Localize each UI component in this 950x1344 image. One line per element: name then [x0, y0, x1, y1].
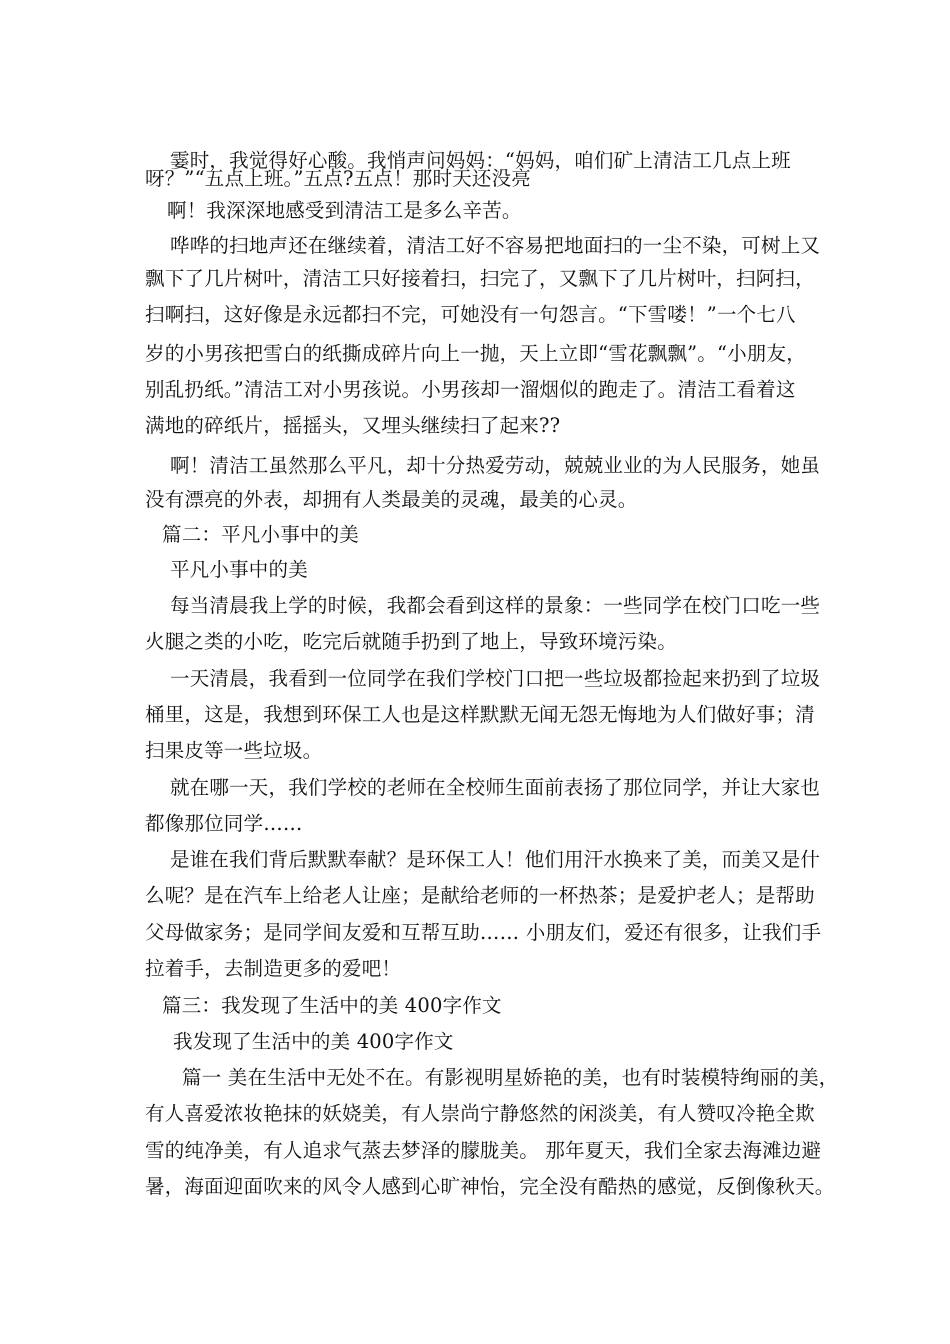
- text-line-15: 火腿之类的小吃，吃完后就随手扔到了地上，导致环境污染。: [145, 630, 677, 653]
- text-line-4: 哗哗的扫地声还在继续着，清洁工好不容易把地面扫的一尘不染，可树上又: [170, 234, 821, 257]
- text-line-22: 么呢？是在汽车上给老人让座；是献给老师的一杯热茶；是爱护老人；是帮助: [145, 884, 815, 907]
- text-line-10: 啊！清洁工虽然那么平凡，却十分热爱劳动，兢兢业业的为人民服务，她虽: [170, 454, 821, 477]
- section-heading-2: 篇二：平凡小事中的美: [162, 523, 360, 546]
- text-line-23: 父母做家务；是同学间友爱和互帮互助…… 小朋友们，爱还有很多，让我们手: [145, 921, 822, 944]
- text-line-18: 扫果皮等一些垃圾。: [145, 739, 323, 762]
- text-line-5: 飘下了几片树叶，清洁工只好接着扫，扫完了，又飘下了几片树叶，扫阿扫，: [145, 267, 815, 290]
- text-line-28: 有人喜爱浓妆艳抹的妖娆美，有人崇尚宁静悠然的闲淡美，有人赞叹冷艳全欺: [145, 1102, 815, 1125]
- text-line-19: 就在哪一天，我们学校的老师在全校师生面前表扬了那位同学，并让大家也: [170, 776, 821, 799]
- text-line-24: 拉着手，去制造更多的爱吧！: [145, 957, 402, 980]
- text-line-16: 一天清晨，我看到一位同学在我们学校门口把一些垃圾都捡起来扔到了垃圾: [170, 667, 821, 690]
- text-line-6: 扫啊扫，这好像是永远都扫不完，可她没有一句怨言。“下雪喽！”一个七八: [145, 303, 796, 326]
- text-line-3: 啊！我深深地感受到清洁工是多么辛苦。: [167, 199, 522, 222]
- section-heading-3: 篇三：我发现了生活中的美 400字作文: [162, 994, 502, 1017]
- text-line-20: 都像那位同学……: [145, 812, 303, 835]
- text-line-30: 暑，海面迎面吹来的风令人感到心旷神怡，完全没有酷热的感觉，反倒像秋天。: [145, 1175, 835, 1198]
- section-title-2: 平凡小事中的美: [170, 558, 308, 581]
- text-line-21: 是谁在我们背后默默奉献？是环保工人！他们用汗水换来了美，而美又是什: [170, 848, 821, 871]
- text-line-7: 岁的小男孩把雪白的纸撕成碎片向上一抛，天上立即“雪花飘飘”。“小朋友，: [145, 342, 806, 365]
- text-line-1: 霎时，我觉得好心酸。我悄声问妈妈：“妈妈，咱们矿上清洁工几点上班: [170, 149, 791, 172]
- text-line-14: 每当清晨我上学的时候，我都会看到这样的景象：一些同学在校门口吃一些: [170, 594, 821, 617]
- text-line-2: 呀？”“五点上班。”五点?五点！那时天还没亮: [145, 167, 532, 190]
- section-title-3: 我发现了生活中的美 400字作文: [173, 1030, 454, 1053]
- text-line-29: 雪的纯净美，有人追求气蒸去梦泽的朦胧美。 那年夏天，我们全家去海滩边避: [145, 1139, 822, 1162]
- text-line-8: 别乱扔纸。”清洁工对小男孩说。小男孩却一溜烟似的跑走了。清洁工看着这: [145, 378, 796, 401]
- text-line-11: 没有漂亮的外表，却拥有人类最美的灵魂，最美的心灵。: [145, 488, 638, 511]
- text-line-9: 满地的碎纸片，摇摇头，又埋头继续扫了起来??: [145, 414, 561, 437]
- text-line-27: 篇一 美在生活中无处不在。有影视明星娇艳的美，也有时装模特绚丽的美，: [182, 1066, 839, 1089]
- text-line-17: 桶里，这是，我想到环保工人也是这样默默无闻无怨无悔地为人们做好事；清: [145, 703, 815, 726]
